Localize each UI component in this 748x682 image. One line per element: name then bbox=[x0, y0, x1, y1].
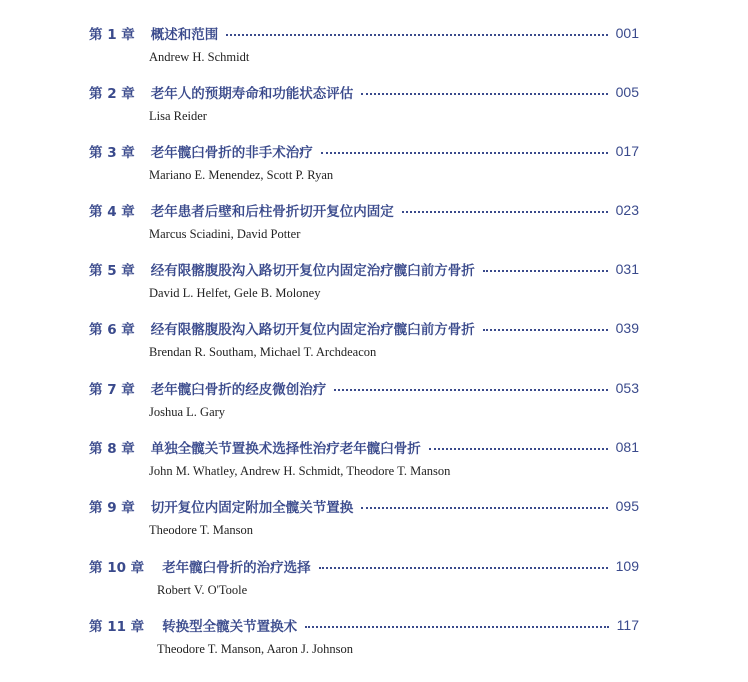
chapter-title[interactable]: 老年髋臼骨折的治疗选择 bbox=[162, 560, 311, 576]
page-number: 001 bbox=[615, 25, 639, 41]
dot-leader bbox=[402, 209, 608, 213]
chapter-number: 第 8 章 bbox=[89, 441, 135, 457]
chapter-title[interactable]: 老年髋臼骨折的非手术治疗 bbox=[150, 145, 313, 161]
chapter-number: 第 4 章 bbox=[89, 204, 135, 220]
page-number: 017 bbox=[615, 143, 639, 159]
chapter-authors: Theodore T. Manson bbox=[149, 523, 254, 537]
toc-heading-row[interactable] bbox=[89, 496, 639, 516]
chapter-title[interactable]: 经有限髂腹股沟入路切开复位内固定治疗髋臼前方骨折 bbox=[150, 322, 475, 338]
toc-heading-row[interactable] bbox=[89, 437, 639, 457]
page-number: 117 bbox=[616, 617, 639, 633]
toc-heading-row[interactable] bbox=[89, 615, 639, 635]
toc-entry[interactable] bbox=[0, 437, 748, 493]
chapter-authors: Lisa Reider bbox=[149, 109, 207, 123]
dot-leader bbox=[361, 91, 607, 95]
chapter-number: 第 1 章 bbox=[89, 27, 135, 43]
dot-leader bbox=[319, 565, 608, 569]
chapter-authors: Marcus Sciadini, David Potter bbox=[149, 227, 301, 241]
toc-entry[interactable] bbox=[0, 200, 748, 256]
chapter-number: 第 9 章 bbox=[89, 500, 135, 516]
page-number: 109 bbox=[615, 558, 639, 574]
chapter-authors: Joshua L. Gary bbox=[149, 405, 226, 419]
toc-heading-row[interactable] bbox=[89, 318, 639, 338]
chapter-title[interactable]: 老年髋臼骨折的经皮微创治疗 bbox=[150, 382, 327, 398]
dot-leader bbox=[226, 32, 607, 36]
toc-entry[interactable] bbox=[0, 496, 748, 552]
toc-heading-row[interactable] bbox=[89, 23, 639, 43]
chapter-title[interactable]: 老年人的预期寿命和功能状态评估 bbox=[150, 86, 354, 102]
chapter-number: 第 6 章 bbox=[89, 322, 135, 338]
toc-heading-row[interactable] bbox=[89, 82, 639, 102]
toc-entry[interactable] bbox=[0, 23, 748, 79]
chapter-title[interactable]: 切开复位内固定附加全髋关节置换 bbox=[150, 500, 354, 516]
dot-leader bbox=[334, 387, 607, 391]
chapter-authors: Mariano E. Menendez, Scott P. Ryan bbox=[149, 168, 334, 182]
dot-leader bbox=[321, 150, 608, 154]
chapter-number: 第 7 章 bbox=[89, 382, 135, 398]
chapter-title[interactable]: 转换型全髋关节置换术 bbox=[162, 619, 298, 635]
toc-entry[interactable] bbox=[0, 259, 748, 315]
toc-entry[interactable] bbox=[0, 141, 748, 197]
toc-heading-row[interactable] bbox=[89, 556, 639, 576]
chapter-title[interactable]: 单独全髋关节置换术选择性治疗老年髋臼骨折 bbox=[150, 441, 421, 457]
toc-entry[interactable] bbox=[0, 556, 748, 612]
page-number: 095 bbox=[615, 498, 639, 514]
chapter-authors: Theodore T. Manson, Aaron J. Johnson bbox=[157, 642, 354, 656]
chapter-number: 第 5 章 bbox=[89, 263, 135, 279]
dot-leader bbox=[361, 505, 607, 509]
page-number: 031 bbox=[615, 261, 639, 277]
chapter-authors: Brendan R. Southam, Michael T. Archdeacon bbox=[149, 345, 377, 359]
chapter-authors: Robert V. O'Toole bbox=[157, 583, 248, 597]
chapter-title[interactable]: 经有限髂腹股沟入路切开复位内固定治疗髋臼前方骨折 bbox=[150, 263, 475, 279]
chapter-authors: David L. Helfet, Gele B. Moloney bbox=[149, 286, 321, 300]
chapter-number: 第 2 章 bbox=[89, 86, 135, 102]
toc-entry[interactable] bbox=[0, 378, 748, 434]
chapter-title[interactable]: 老年患者后壁和后柱骨折切开复位内固定 bbox=[150, 204, 394, 220]
chapter-number: 第 3 章 bbox=[89, 145, 135, 161]
dot-leader bbox=[483, 327, 608, 331]
page-number: 081 bbox=[615, 439, 639, 455]
toc-heading-row[interactable] bbox=[89, 141, 639, 161]
dot-leader bbox=[429, 446, 608, 450]
chapter-number: 第 10 章 bbox=[89, 560, 145, 576]
page-number: 053 bbox=[615, 380, 639, 396]
page-number: 005 bbox=[615, 84, 639, 100]
page-number: 023 bbox=[615, 202, 639, 218]
dot-leader bbox=[305, 624, 608, 628]
toc-heading-row[interactable] bbox=[89, 200, 639, 220]
toc-entry[interactable] bbox=[0, 82, 748, 138]
chapter-authors: Andrew H. Schmidt bbox=[149, 50, 250, 64]
chapter-title[interactable]: 概述和范围 bbox=[150, 27, 219, 43]
page-number: 039 bbox=[615, 320, 639, 336]
toc-heading-row[interactable] bbox=[89, 259, 639, 279]
dot-leader bbox=[483, 268, 608, 272]
toc-heading-row[interactable] bbox=[89, 378, 639, 398]
toc-entry[interactable] bbox=[0, 615, 748, 671]
toc-entry[interactable] bbox=[0, 318, 748, 374]
chapter-number: 第 11 章 bbox=[89, 619, 145, 635]
chapter-authors: John M. Whatley, Andrew H. Schmidt, Theodore T. Manson bbox=[149, 464, 451, 478]
